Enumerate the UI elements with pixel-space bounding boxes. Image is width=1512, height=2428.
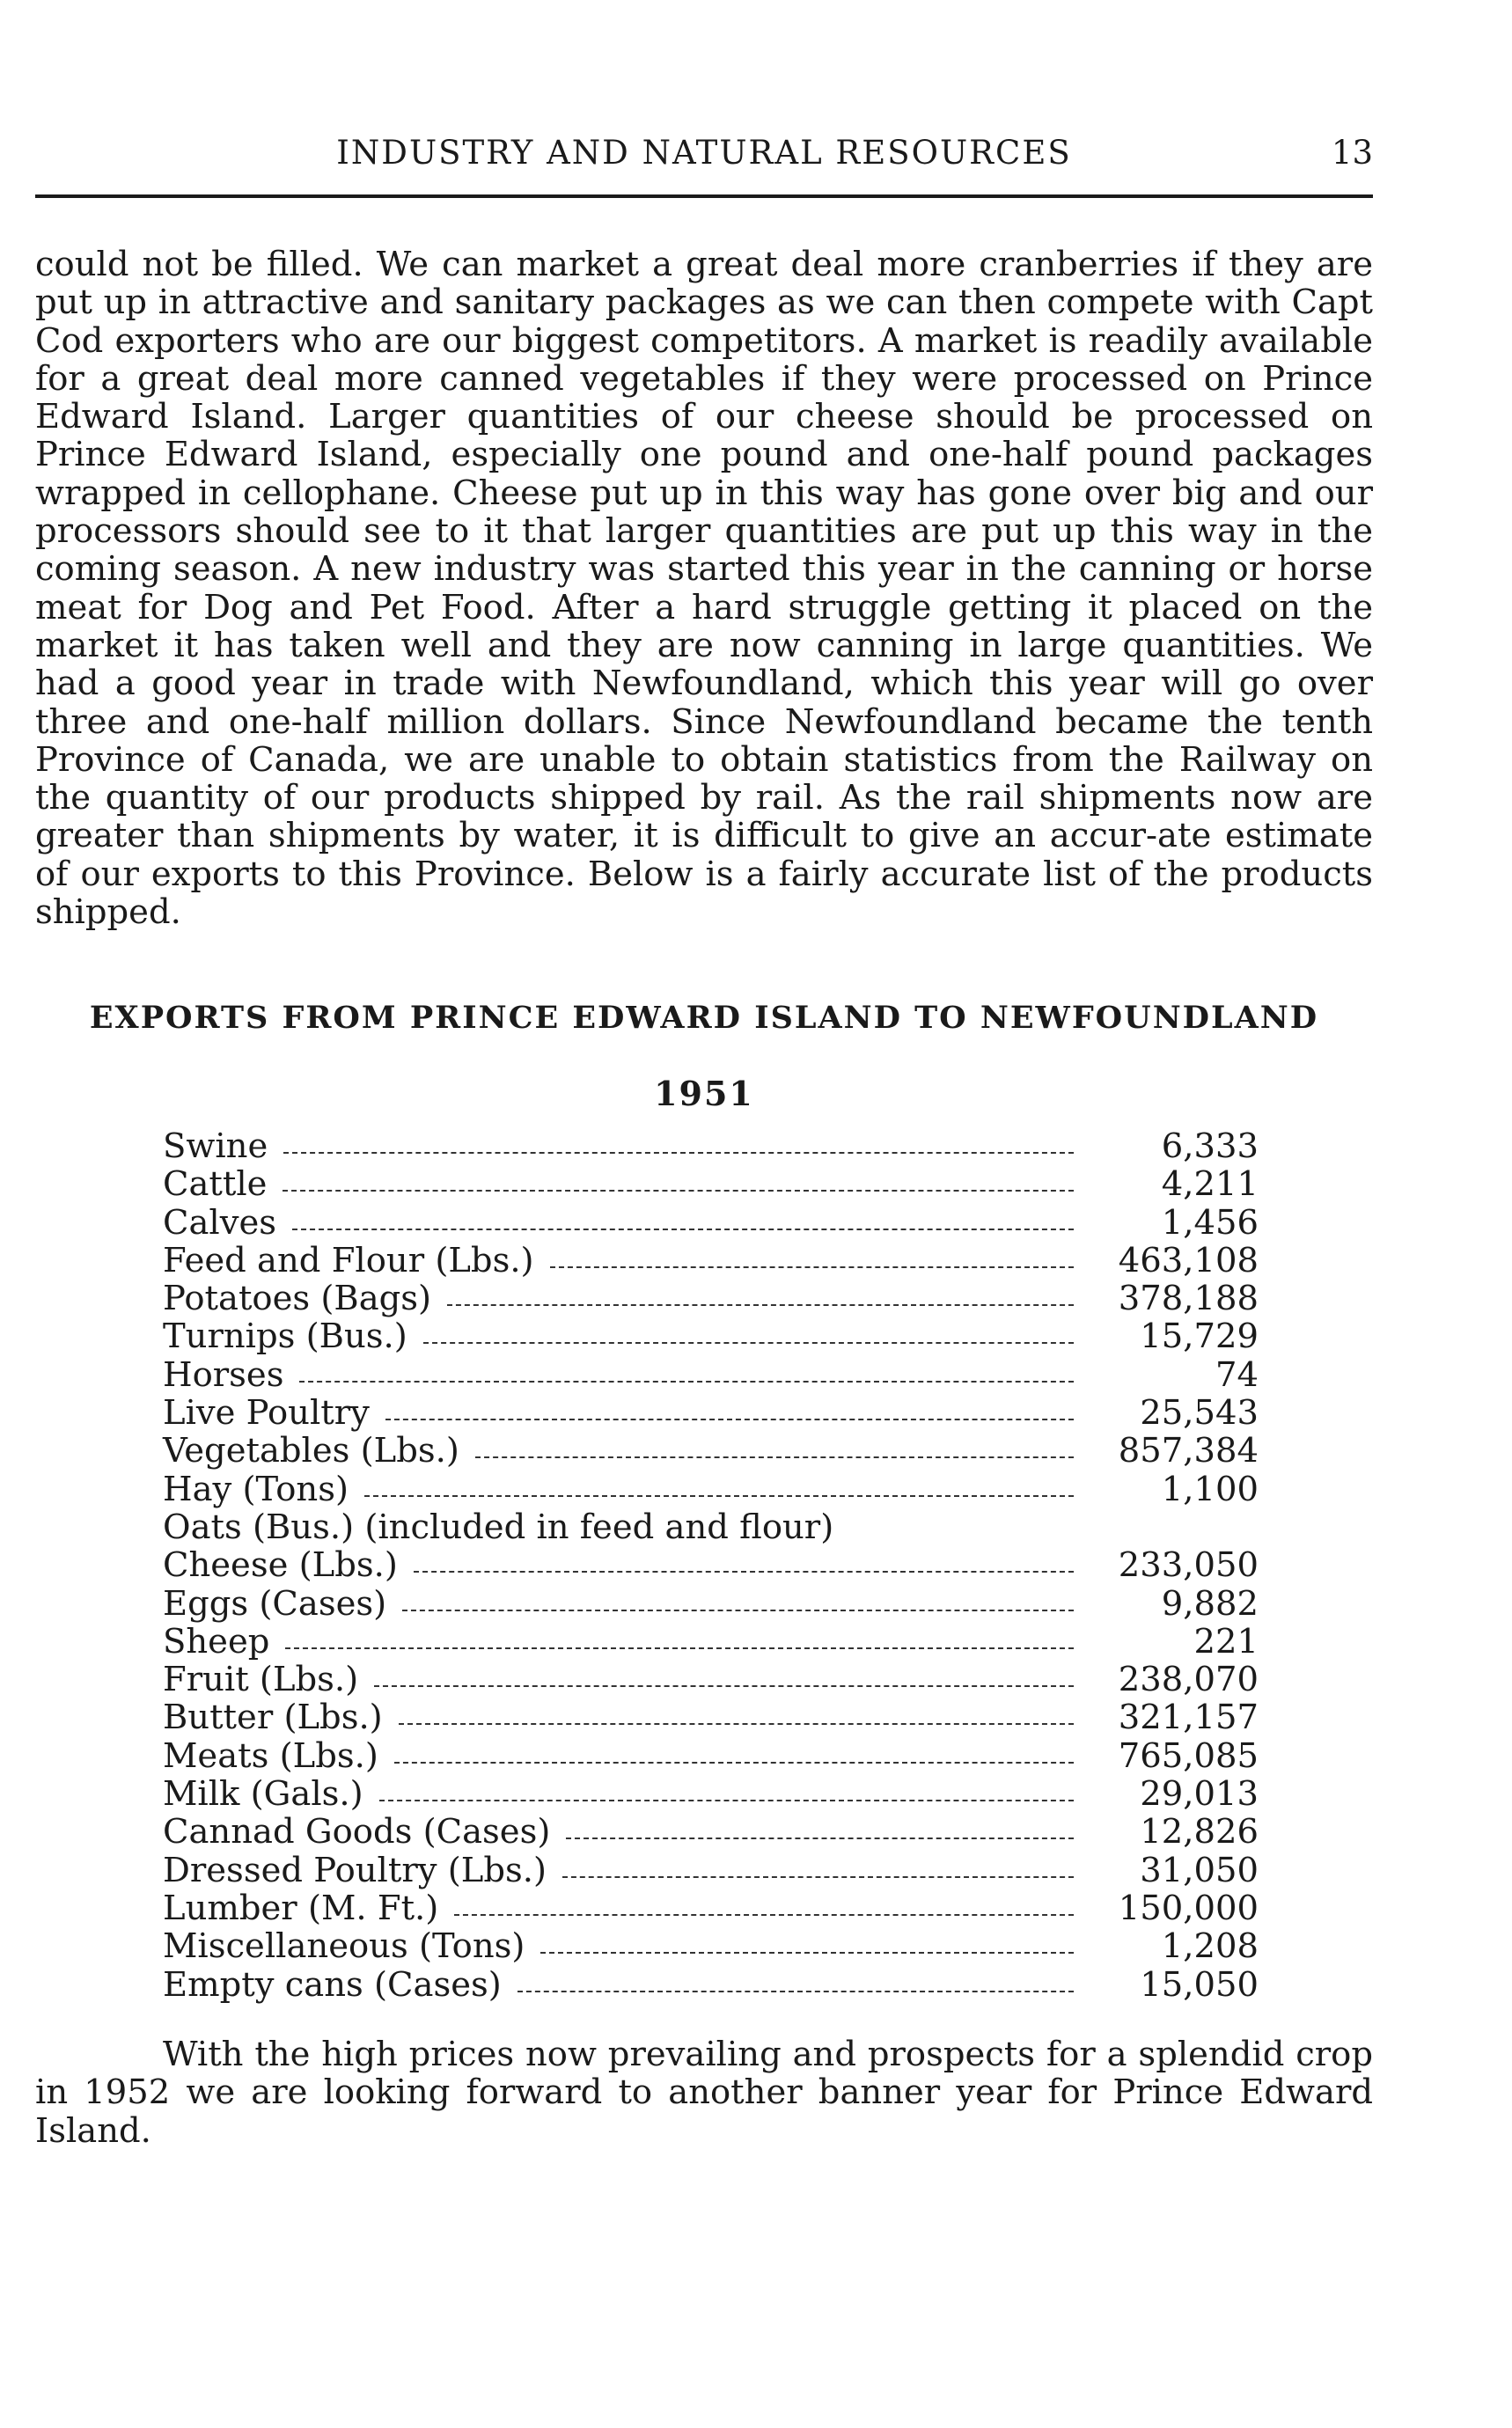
export-row [163, 1966, 1259, 2004]
dot-leader [364, 1495, 1074, 1497]
export-row [163, 1165, 1259, 1203]
dot-leader [399, 1723, 1074, 1725]
export-row [163, 1852, 1259, 1889]
export-item-label: Milk (Gals.) [163, 1774, 363, 1815]
export-item-label: Butter (Lbs.) [163, 1698, 383, 1738]
export-row [163, 1356, 1259, 1394]
export-row [163, 1775, 1259, 1813]
intro-paragraph: could not be filled. We can market a great deal more cranberries if they are put up in attractive and sanitary packages as we can then compete with Capt Cod exporters who are our biggest competitors. A market is readily available for a great deal more canned vegetables if they were processed on Prince Edward Island. Larger quantities of our cheese should be processed on Prince Edward Island, especially one pound and one-half pound packages wrapped in cellophane. Cheese put up in this way has gone over big and our processors should see to it that larger quantities are put up this way in the coming season. A new industry was started this year in the canning or horse meat for Dog and Pet Food. After a hard struggle getting it placed on the market it has taken well and they are now canning in large quantities. We had a good year in trade with Newfoundland, which this year will go over three and one-half million dollars. Since Newfoundland became the tenth Province of Canada, we are unable to obtain statistics from the Railway on the quantity of our products shipped by rail. As the rail shipments now are greater than shipments by water, it is difficult to give an accur-ate estimate of our exports to this Province. Below is a fairly accurate list of the products shipped. [35, 245, 1373, 933]
export-item-label: Potatoes (Bags) [163, 1279, 432, 1319]
export-item-value: 29,013 [1140, 1774, 1259, 1815]
export-row [163, 1242, 1259, 1280]
export-item-label: Eggs (Cases) [163, 1583, 387, 1624]
export-item-label: Meats (Lbs.) [163, 1735, 378, 1776]
dot-leader [454, 1914, 1074, 1916]
export-item-label: Oats (Bus.) (included in feed and flour) [163, 1507, 834, 1547]
export-row [163, 1737, 1259, 1775]
running-head [35, 134, 1373, 187]
dot-leader [540, 1952, 1074, 1954]
dot-leader [423, 1342, 1074, 1344]
export-item-label: Vegetables (Lbs.) [163, 1431, 459, 1471]
export-item-value: 31,050 [1140, 1850, 1259, 1890]
export-item-value: 12,826 [1140, 1812, 1259, 1852]
export-item-value: 321,157 [1118, 1698, 1259, 1738]
export-row [163, 1585, 1259, 1623]
export-row [163, 1432, 1259, 1470]
export-item-label: Cattle [163, 1164, 268, 1205]
dot-leader [562, 1876, 1074, 1878]
export-item-value: 4,211 [1161, 1164, 1259, 1205]
dot-leader [394, 1762, 1074, 1764]
dot-leader [550, 1266, 1074, 1268]
export-row [163, 1546, 1259, 1584]
exports-table [163, 1127, 1259, 2004]
export-item-label: Cheese (Lbs.) [163, 1545, 398, 1586]
dot-leader [379, 1800, 1074, 1801]
export-item-value: 1,456 [1161, 1202, 1259, 1243]
export-row [163, 1204, 1259, 1242]
export-item-value: 1,208 [1161, 1926, 1259, 1967]
dot-leader [283, 1152, 1074, 1154]
export-item-label: Hay (Tons) [163, 1469, 349, 1509]
export-row [163, 1927, 1259, 1965]
export-item-label: Swine [163, 1126, 268, 1166]
dot-leader [447, 1304, 1074, 1306]
dot-leader [285, 1647, 1074, 1649]
dot-leader [517, 1991, 1074, 1992]
exports-year: 1951 [654, 1074, 754, 1113]
export-item-value: 463,108 [1118, 1240, 1259, 1280]
dot-leader [374, 1685, 1074, 1687]
page-number: 13 [1331, 134, 1373, 172]
export-item-label: Lumber (M. Ft.) [163, 1888, 439, 1928]
exports-heading: EXPORTS FROM PRINCE EDWARD ISLAND TO NEWFOUNDLAND [89, 1000, 1319, 1036]
export-item-label: Fruit (Lbs.) [163, 1660, 359, 1700]
export-item-label: Feed and Flour (Lbs.) [163, 1240, 534, 1280]
closing-paragraph: With the high prices now prevailing and prospects for a splendid crop in 1952 we are looking forward to another banner year for Prince Edward Island. [35, 2035, 1373, 2151]
export-item-value: 221 [1193, 1621, 1259, 1661]
export-row [163, 1698, 1259, 1736]
dot-leader [475, 1456, 1074, 1458]
dot-leader [283, 1190, 1074, 1192]
export-row [163, 1317, 1259, 1355]
export-item-value: 233,050 [1118, 1545, 1259, 1586]
export-item-label: Cannad Goods (Cases) [163, 1812, 551, 1852]
export-item-label: Horses [163, 1354, 284, 1395]
export-row [163, 1508, 1259, 1546]
export-item-label: Sheep [163, 1621, 270, 1661]
dot-leader [414, 1571, 1074, 1573]
export-item-value: 238,070 [1118, 1660, 1259, 1700]
export-item-value: 9,882 [1161, 1583, 1259, 1624]
header-rule [35, 194, 1373, 198]
export-row [163, 1471, 1259, 1508]
dot-leader [402, 1610, 1074, 1611]
export-item-value: 15,050 [1140, 1964, 1259, 2005]
dot-leader [292, 1229, 1074, 1230]
export-item-label: Miscellaneous (Tons) [163, 1926, 525, 1967]
export-row [163, 1394, 1259, 1432]
export-item-label: Turnips (Bus.) [163, 1317, 407, 1357]
export-item-label: Calves [163, 1202, 277, 1243]
export-item-value: 857,384 [1118, 1431, 1259, 1471]
export-row [163, 1889, 1259, 1927]
export-item-value: 25,543 [1140, 1393, 1259, 1434]
dot-leader [385, 1419, 1074, 1420]
export-item-value: 765,085 [1118, 1735, 1259, 1776]
export-item-value: 15,729 [1140, 1317, 1259, 1357]
export-item-label: Live Poultry [163, 1393, 370, 1434]
export-item-value: 6,333 [1161, 1126, 1259, 1166]
export-row [163, 1127, 1259, 1165]
export-row [163, 1813, 1259, 1851]
export-item-value: 1,100 [1161, 1469, 1259, 1509]
export-item-value: 74 [1215, 1354, 1259, 1395]
dot-leader [299, 1381, 1074, 1383]
export-item-label: Dressed Poultry (Lbs.) [163, 1850, 547, 1890]
export-row [163, 1280, 1259, 1317]
export-item-value: 150,000 [1118, 1888, 1259, 1928]
export-item-value: 378,188 [1118, 1279, 1259, 1319]
running-title: INDUSTRY AND NATURAL RESOURCES [336, 134, 1072, 172]
export-row [163, 1623, 1259, 1661]
export-row [163, 1661, 1259, 1698]
dot-leader [566, 1838, 1074, 1839]
export-item-label: Empty cans (Cases) [163, 1964, 502, 2005]
